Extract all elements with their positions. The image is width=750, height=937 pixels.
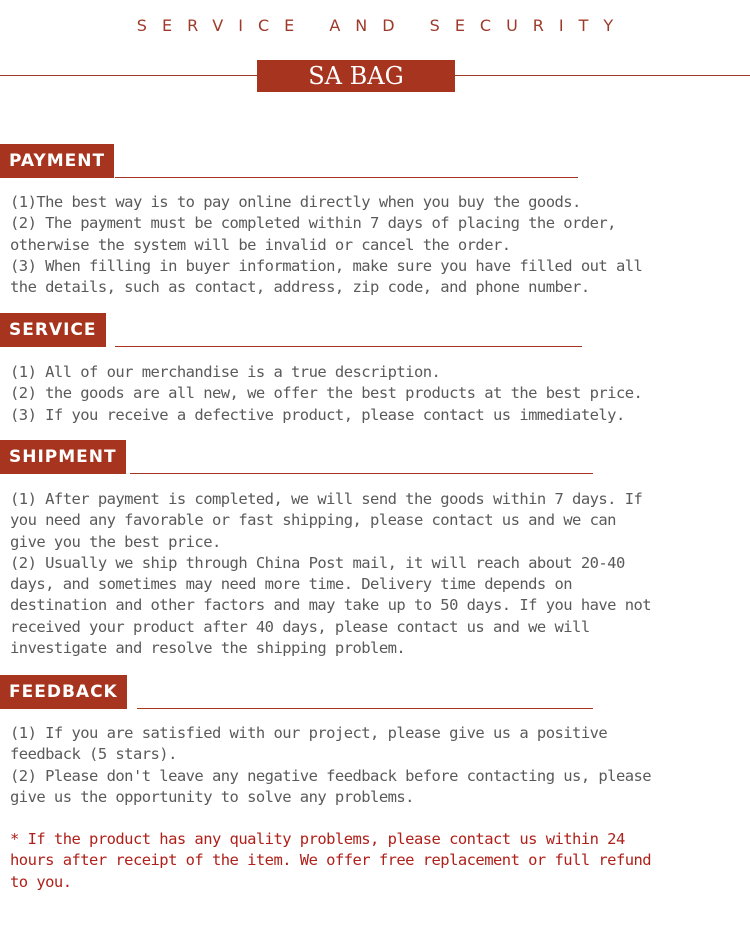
section-header-feedback — [0, 675, 595, 709]
section-text-payment: (1)The best way is to pay online directly when you buy the goods. (2) The payment must be completed within 7 days of placing the order, otherwise the system will be invalid or cancel the order. (3) When filling in buyer information, make sure you have filled out all the details, such as contact, address, zip code, and phone number. — [10, 193, 643, 297]
brand-badge: SA BAG — [257, 60, 455, 92]
section-header-payment — [0, 144, 580, 178]
quality-note: * If the product has any quality problems, please contact us within 24 hours after receipt of the item. We offer free replacement or full refund to you. — [10, 830, 652, 891]
section-text-service: (1) All of our merchandise is a true description. (2) the goods are all new, we offer the best products at the best price. (3) If you receive a defective product, please contact us immediately. — [10, 363, 643, 424]
section-text-shipment: (1) After payment is completed, we will send the goods within 7 days. If you need any favorable or fast shipping, please contact us and we can give you the best price. (2) Usually we ship through China Post mail, it will reach about 20-40 days, and sometimes may need more time. Delivery time depends on destination and other factors and may take up to 50 days. If you have not received your product after 40 days, please contact us and we will investigate and resolve the shipping problem. — [10, 490, 652, 658]
section-label-payment: PAYMENT — [0, 144, 114, 178]
section-rule — [115, 177, 578, 178]
section-label-shipment: SHIPMENT — [0, 440, 126, 474]
section-label-feedback: FEEDBACK — [0, 675, 127, 709]
section-rule — [130, 473, 593, 474]
section-rule — [115, 346, 582, 347]
section-rule — [137, 708, 593, 709]
section-text-feedback: (1) If you are satisfied with our project, please give us a positive feedback (5 stars). (2) Please don't leave any negative feedback before contacting us, please give us the opportunity to solve any problems. — [10, 724, 652, 806]
page-title: SERVICE AND SECURITY — [136, 16, 629, 35]
section-header-service — [0, 313, 584, 347]
section-header-shipment — [0, 440, 595, 474]
section-label-service: SERVICE — [0, 313, 106, 347]
